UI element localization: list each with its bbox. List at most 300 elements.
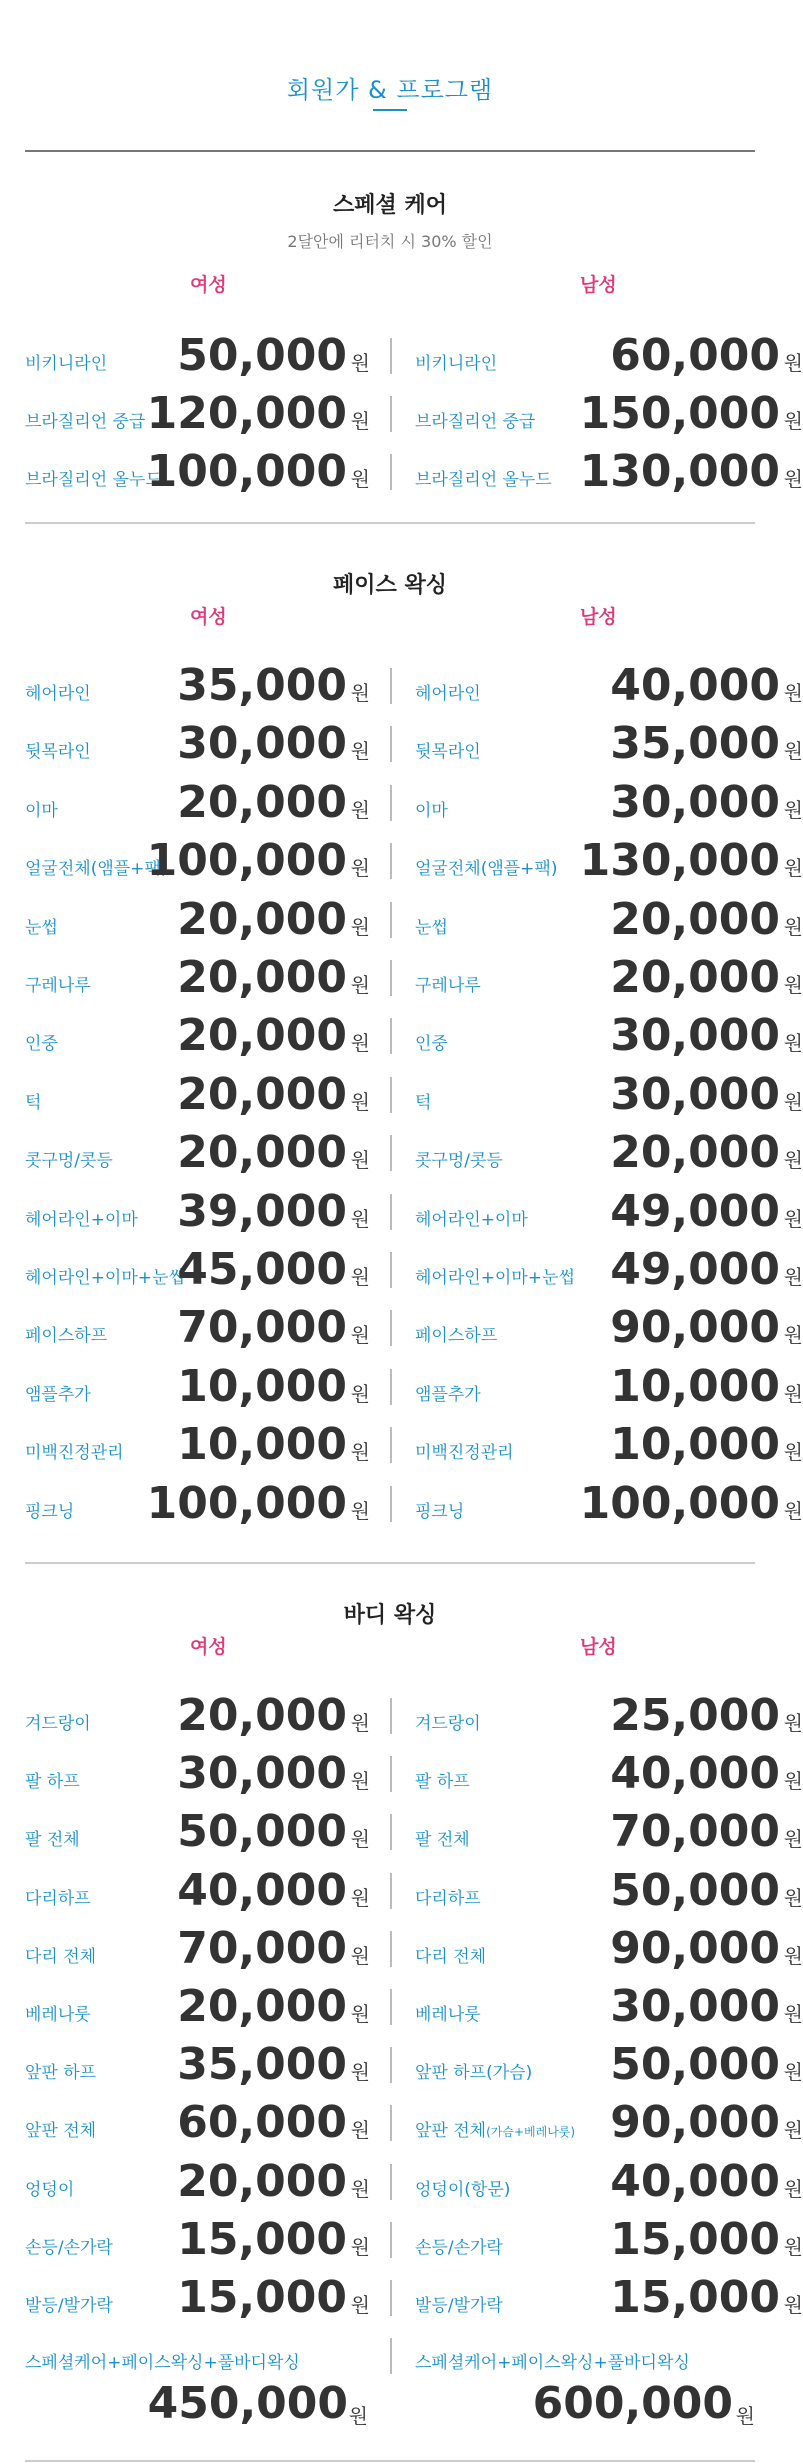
female-price-cell xyxy=(25,1300,390,1352)
service-name-text: 앞판 전체 xyxy=(415,2121,487,2142)
service-name xyxy=(25,407,145,432)
male-header: 남성 xyxy=(580,606,617,628)
price-value: 20,000 xyxy=(177,1010,347,1062)
service-name-text: 다리하프 xyxy=(25,1888,91,1909)
combo-female-won: 원 xyxy=(348,2404,368,2428)
service-name xyxy=(415,1380,481,1405)
currency-unit: 원 xyxy=(350,2060,370,2085)
service-name-text: 다리 전체 xyxy=(25,1946,97,1967)
male-header: 남성 xyxy=(580,1636,617,1658)
service-name xyxy=(415,913,448,938)
service-name xyxy=(25,2000,91,2025)
currency-unit: 원 xyxy=(783,467,803,491)
price-value: 40,000 xyxy=(610,2155,780,2207)
price-value: 50,000 xyxy=(177,330,347,381)
female-price-cell xyxy=(25,1125,390,1177)
service-name-text: 브라질리언 올누드 xyxy=(25,470,162,490)
service-name-text: 눈썹 xyxy=(415,917,448,938)
service-name xyxy=(415,2000,481,2025)
service-name-text: 브라질리언 중급 xyxy=(25,412,146,432)
column-divider xyxy=(390,726,392,762)
column-divider xyxy=(390,1814,392,1850)
service-name xyxy=(415,1942,486,1967)
service-name xyxy=(415,2058,532,2083)
currency-unit: 원 xyxy=(350,914,370,939)
face-waxing-section xyxy=(25,568,803,1529)
currency-unit: 원 xyxy=(783,2176,803,2201)
male-price-cell xyxy=(415,892,803,945)
service-name-text: 뒷목라인 xyxy=(415,742,481,763)
service-name-text: 앞판 하프(가슴) xyxy=(415,2063,533,2084)
price-value: 15,000 xyxy=(610,2272,780,2323)
column-divider xyxy=(390,1135,392,1171)
price-value: 49,000 xyxy=(610,1244,780,1295)
column-divider xyxy=(390,2164,392,2200)
service-name-note: (가슴+베레나룻) xyxy=(486,2125,576,2140)
service-name xyxy=(415,1709,481,1734)
female-price-cell xyxy=(25,1067,390,1119)
currency-unit: 원 xyxy=(350,1206,370,1231)
service-name-text: 미백진정관리 xyxy=(25,1443,124,1464)
currency-unit: 원 xyxy=(350,467,370,491)
service-name-text: 비키니라인 xyxy=(415,354,498,374)
female-price-cell xyxy=(25,2270,390,2322)
female-price-cell xyxy=(25,833,390,885)
column-divider xyxy=(390,1427,392,1463)
male-price-cell xyxy=(415,1476,803,1529)
price-row xyxy=(25,1008,803,1062)
price-row xyxy=(25,1359,803,1412)
column-divider xyxy=(390,902,392,938)
price-value: 20,000 xyxy=(177,1981,347,2032)
male-price-cell xyxy=(415,2154,803,2207)
currency-unit: 원 xyxy=(783,2293,803,2317)
service-name xyxy=(415,1146,503,1171)
price-value: 10,000 xyxy=(610,1419,780,1471)
service-name-text: 인중 xyxy=(415,1034,448,1055)
currency-unit: 원 xyxy=(350,2234,370,2259)
male-price-cell xyxy=(415,1979,803,2032)
service-name xyxy=(25,679,91,704)
currency-unit: 원 xyxy=(783,1381,803,1406)
service-name xyxy=(25,1380,91,1405)
price-value: 35,000 xyxy=(610,718,780,770)
service-name-text: 비키니라인 xyxy=(25,354,108,374)
service-name xyxy=(415,1767,470,1792)
price-row xyxy=(25,2212,803,2265)
service-name-text: 핑크닝 xyxy=(415,1501,465,1522)
price-value: 150,000 xyxy=(579,388,780,439)
price-row xyxy=(25,1242,803,1295)
currency-unit: 원 xyxy=(783,1943,803,1968)
price-value: 30,000 xyxy=(610,1010,780,1062)
currency-unit: 원 xyxy=(350,1827,370,1852)
male-price-cell xyxy=(415,1125,803,1179)
service-name xyxy=(415,1029,448,1054)
male-price-cell xyxy=(415,716,803,770)
currency-unit: 원 xyxy=(350,2002,370,2026)
service-name-text: 헤어라인+이마 xyxy=(415,1209,528,1230)
price-value: 25,000 xyxy=(610,1690,780,1741)
price-row xyxy=(25,2270,803,2323)
female-price-cell xyxy=(25,1008,390,1060)
service-name xyxy=(415,1321,497,1346)
price-row xyxy=(25,833,803,887)
service-name xyxy=(415,737,481,762)
service-name xyxy=(25,465,162,490)
currency-unit: 원 xyxy=(783,1885,803,1910)
service-name-text: 손등/손가락 xyxy=(415,2237,503,2258)
currency-unit: 원 xyxy=(783,1440,803,1465)
price-value: 20,000 xyxy=(177,893,347,945)
male-price-cell xyxy=(415,950,803,1003)
female-price-cell xyxy=(25,2212,390,2264)
service-name xyxy=(415,349,497,374)
service-name-text: 팔 전체 xyxy=(25,1830,80,1851)
service-name-text: 앞판 전체 xyxy=(25,2121,97,2142)
female-price-cell xyxy=(25,328,390,380)
currency-unit: 원 xyxy=(350,681,370,705)
female-price-cell xyxy=(25,386,390,438)
column-divider xyxy=(390,785,392,821)
currency-unit: 원 xyxy=(350,351,370,375)
price-row xyxy=(25,658,803,711)
currency-unit: 원 xyxy=(783,1265,803,1289)
service-name-text: 턱 xyxy=(25,1092,42,1113)
service-name xyxy=(415,1884,481,1909)
female-price-cell xyxy=(25,1417,390,1469)
service-name-text: 구레나루 xyxy=(25,976,91,996)
price-value: 35,000 xyxy=(177,660,347,711)
service-name xyxy=(415,2291,503,2316)
currency-unit: 원 xyxy=(783,1089,803,1114)
section-title: 스페셜 케어 xyxy=(333,193,447,218)
currency-unit: 원 xyxy=(350,973,370,997)
male-price-cell xyxy=(415,833,803,887)
column-divider xyxy=(390,960,392,996)
column-divider xyxy=(390,1194,392,1230)
column-divider xyxy=(390,1486,392,1522)
price-value: 100,000 xyxy=(146,1477,347,1529)
price-value: 100,000 xyxy=(146,835,347,887)
special-care-section xyxy=(25,188,803,508)
service-name-text: 팔 하프 xyxy=(415,1772,470,1793)
currency-unit: 원 xyxy=(783,681,803,705)
price-value: 120,000 xyxy=(146,388,347,439)
price-value: 35,000 xyxy=(177,2039,347,2091)
column-divider xyxy=(390,1310,392,1346)
service-name-text: 얼굴전체(앰플+팩) xyxy=(415,859,558,880)
service-name-text: 콧구멍/콧등 xyxy=(25,1151,113,1172)
currency-unit: 원 xyxy=(783,914,803,939)
currency-unit: 원 xyxy=(350,2176,370,2201)
column-divider xyxy=(390,1756,392,1792)
price-row xyxy=(25,328,803,381)
bottom-separator xyxy=(25,2460,755,2462)
page-title: 회원가 & 프로그램 xyxy=(286,76,494,104)
currency-unit: 원 xyxy=(350,1885,370,1910)
price-row xyxy=(25,950,803,1003)
section-title: 페이스 왁싱 xyxy=(333,573,447,598)
currency-unit: 원 xyxy=(350,797,370,822)
price-row xyxy=(25,775,803,828)
male-price-cell xyxy=(415,386,803,439)
service-name xyxy=(25,1029,58,1054)
currency-unit: 원 xyxy=(350,1323,370,1348)
price-value: 10,000 xyxy=(177,1419,347,1471)
currency-unit: 원 xyxy=(783,1148,803,1173)
service-name xyxy=(415,679,481,704)
service-name-text: 팔 하프 xyxy=(25,1772,80,1793)
service-name-text: 구레나루 xyxy=(415,976,481,996)
service-name-text: 다리 전체 xyxy=(415,1946,487,1967)
service-name-text: 엉덩이(항문) xyxy=(415,2179,511,2200)
female-price-cell xyxy=(25,1688,390,1740)
service-name xyxy=(25,796,58,821)
service-name-text: 턱 xyxy=(415,1092,432,1113)
price-row xyxy=(25,2095,803,2149)
service-name-text: 인중 xyxy=(25,1034,58,1055)
service-name xyxy=(25,1205,138,1230)
female-header: 여성 xyxy=(190,606,227,628)
column-divider xyxy=(390,1873,392,1909)
price-value: 20,000 xyxy=(610,893,780,945)
price-row xyxy=(25,1067,803,1120)
price-row xyxy=(25,1476,803,1529)
currency-unit: 원 xyxy=(350,1711,370,1735)
female-price-cell xyxy=(25,1359,390,1411)
service-name xyxy=(415,1825,470,1850)
male-price-cell xyxy=(415,2095,803,2149)
price-value: 60,000 xyxy=(610,330,780,381)
service-name-text: 발등/발가락 xyxy=(25,2296,113,2316)
service-name-text: 헤어라인 xyxy=(25,684,91,704)
currency-unit: 원 xyxy=(783,2234,803,2259)
female-price-cell xyxy=(25,1242,390,1294)
price-value: 130,000 xyxy=(579,835,780,887)
currency-unit: 원 xyxy=(350,2293,370,2317)
column-divider xyxy=(390,1018,392,1054)
price-value: 60,000 xyxy=(177,2097,347,2149)
price-value: 100,000 xyxy=(579,1477,780,1529)
currency-unit: 원 xyxy=(350,1381,370,1406)
female-price-cell xyxy=(25,892,390,944)
price-value: 30,000 xyxy=(177,1748,347,1800)
female-price-cell xyxy=(25,950,390,1002)
combo-divider xyxy=(390,2338,392,2374)
currency-unit: 원 xyxy=(783,1323,803,1348)
price-row xyxy=(25,2154,803,2207)
price-value: 20,000 xyxy=(177,776,347,828)
currency-unit: 원 xyxy=(350,1148,370,1173)
service-name xyxy=(415,465,552,490)
body-waxing-section xyxy=(25,1598,803,2438)
service-name xyxy=(25,971,91,996)
service-name-text: 브라질리언 중급 xyxy=(415,412,536,432)
currency-unit: 원 xyxy=(350,739,370,764)
price-value: 70,000 xyxy=(610,1806,780,1858)
price-value: 15,000 xyxy=(610,2213,780,2265)
price-value: 40,000 xyxy=(177,1864,347,1916)
service-name xyxy=(25,1884,91,1909)
male-price-cell xyxy=(415,1067,803,1120)
price-value: 70,000 xyxy=(177,1922,347,1974)
service-name xyxy=(415,2175,510,2200)
price-value: 90,000 xyxy=(610,1922,780,1974)
column-divider xyxy=(390,1931,392,1967)
male-price-cell xyxy=(415,444,803,497)
price-row xyxy=(25,892,803,945)
service-name xyxy=(415,2116,575,2141)
male-price-cell xyxy=(415,1921,803,1974)
currency-unit: 원 xyxy=(783,1769,803,1794)
male-price-cell xyxy=(415,775,803,828)
price-row xyxy=(25,2037,803,2091)
service-name xyxy=(25,1263,185,1288)
price-row xyxy=(25,1746,803,1800)
price-row xyxy=(25,1979,803,2032)
currency-unit: 원 xyxy=(783,1498,803,1523)
column-divider xyxy=(390,843,392,879)
service-name-text: 앞판 하프 xyxy=(25,2063,97,2084)
service-name-text: 헤어라인+이마+눈썹 xyxy=(25,1268,185,1288)
price-value: 70,000 xyxy=(177,1302,347,1354)
price-value: 20,000 xyxy=(177,2155,347,2207)
service-name xyxy=(25,1088,41,1113)
service-name xyxy=(25,2175,74,2200)
service-name-text: 헤어라인+이마+눈썹 xyxy=(415,1268,575,1288)
service-name-text: 팔 전체 xyxy=(415,1830,470,1851)
title-underline xyxy=(373,109,407,111)
service-name xyxy=(25,1709,91,1734)
column-divider xyxy=(390,2105,392,2141)
currency-unit: 원 xyxy=(783,2002,803,2026)
column-divider xyxy=(390,1077,392,1113)
male-price-cell xyxy=(415,2212,803,2265)
price-row xyxy=(25,1417,803,1471)
service-name xyxy=(415,1497,464,1522)
combo-female-label: 스페셜케어+페이스왁싱+풀바디왁싱 xyxy=(25,2353,300,2373)
column-divider xyxy=(390,1989,392,2025)
service-name xyxy=(25,2291,113,2316)
column-divider xyxy=(390,668,392,704)
female-price-cell xyxy=(25,1979,390,2031)
female-price-cell xyxy=(25,1184,390,1236)
male-price-cell xyxy=(415,1417,803,1471)
price-value: 20,000 xyxy=(177,1068,347,1120)
currency-unit: 원 xyxy=(783,1711,803,1735)
service-name-text: 페이스하프 xyxy=(415,1326,498,1347)
service-name-text: 페이스하프 xyxy=(25,1326,108,1347)
currency-unit: 원 xyxy=(350,1265,370,1289)
female-price-cell xyxy=(25,1863,390,1915)
service-name xyxy=(415,796,448,821)
male-price-cell xyxy=(415,1300,803,1354)
male-price-cell xyxy=(415,1804,803,1858)
price-row xyxy=(25,1863,803,1916)
column-divider xyxy=(390,338,392,374)
column-divider xyxy=(390,396,392,432)
service-name-text: 겨드랑이 xyxy=(25,1714,91,1734)
currency-unit: 원 xyxy=(350,409,370,433)
currency-unit: 원 xyxy=(783,409,803,433)
currency-unit: 원 xyxy=(350,1769,370,1794)
currency-unit: 원 xyxy=(783,797,803,822)
service-name xyxy=(415,2233,503,2258)
column-divider xyxy=(390,1369,392,1405)
service-name xyxy=(25,1438,124,1463)
service-name xyxy=(415,407,535,432)
female-price-cell xyxy=(25,2154,390,2206)
price-value: 50,000 xyxy=(177,1806,347,1858)
price-value: 30,000 xyxy=(177,718,347,770)
price-value: 30,000 xyxy=(610,1068,780,1120)
female-price-cell xyxy=(25,1804,390,1856)
service-name xyxy=(415,1263,575,1288)
price-value: 50,000 xyxy=(610,1864,780,1916)
price-value: 90,000 xyxy=(610,2097,780,2149)
price-value: 15,000 xyxy=(177,2272,347,2323)
combo-male-price: 600,000 xyxy=(532,2378,733,2429)
female-price-cell xyxy=(25,1476,390,1528)
male-price-cell xyxy=(415,1688,803,1741)
male-price-cell xyxy=(415,1746,803,1800)
service-name-text: 손등/손가락 xyxy=(25,2237,113,2258)
price-value: 100,000 xyxy=(146,446,347,497)
service-name-text: 콧구멍/콧등 xyxy=(415,1151,503,1172)
price-value: 40,000 xyxy=(610,660,780,711)
price-row xyxy=(25,1125,803,1179)
price-row xyxy=(25,386,803,439)
price-value: 130,000 xyxy=(579,446,780,497)
service-name-text: 엉덩이 xyxy=(25,2179,75,2200)
female-header: 여성 xyxy=(190,1636,227,1658)
currency-unit: 원 xyxy=(350,856,370,881)
service-name xyxy=(25,349,107,374)
section-subtitle: 2달안에 리터치 시 30% 할인 xyxy=(287,232,493,251)
female-price-cell xyxy=(25,1746,390,1798)
male-price-cell xyxy=(415,328,803,381)
price-value: 10,000 xyxy=(177,1360,347,1412)
service-name xyxy=(25,1146,113,1171)
price-value: 30,000 xyxy=(610,776,780,828)
service-name-text: 베레나룻 xyxy=(415,2005,481,2025)
price-value: 40,000 xyxy=(610,1748,780,1800)
service-name xyxy=(415,1088,431,1113)
column-divider xyxy=(390,2047,392,2083)
column-divider xyxy=(390,2280,392,2316)
currency-unit: 원 xyxy=(783,2118,803,2143)
section-separator xyxy=(25,1562,755,1564)
service-name-text: 겨드랑이 xyxy=(415,1714,481,1734)
service-name xyxy=(415,971,481,996)
column-divider xyxy=(390,454,392,490)
service-name-text: 발등/발가락 xyxy=(415,2296,503,2316)
price-row xyxy=(25,716,803,770)
male-price-cell xyxy=(415,1863,803,1916)
female-price-cell xyxy=(25,2095,390,2147)
price-value: 20,000 xyxy=(610,952,780,1003)
price-value: 15,000 xyxy=(177,2213,347,2265)
female-price-cell xyxy=(25,2037,390,2089)
section-separator xyxy=(25,522,755,524)
price-row xyxy=(25,1804,803,1858)
price-value: 39,000 xyxy=(177,1185,347,1237)
price-value: 20,000 xyxy=(610,1127,780,1179)
column-divider xyxy=(390,1252,392,1288)
service-name-text: 앰플추가 xyxy=(25,1384,91,1405)
female-header: 여성 xyxy=(190,274,227,296)
